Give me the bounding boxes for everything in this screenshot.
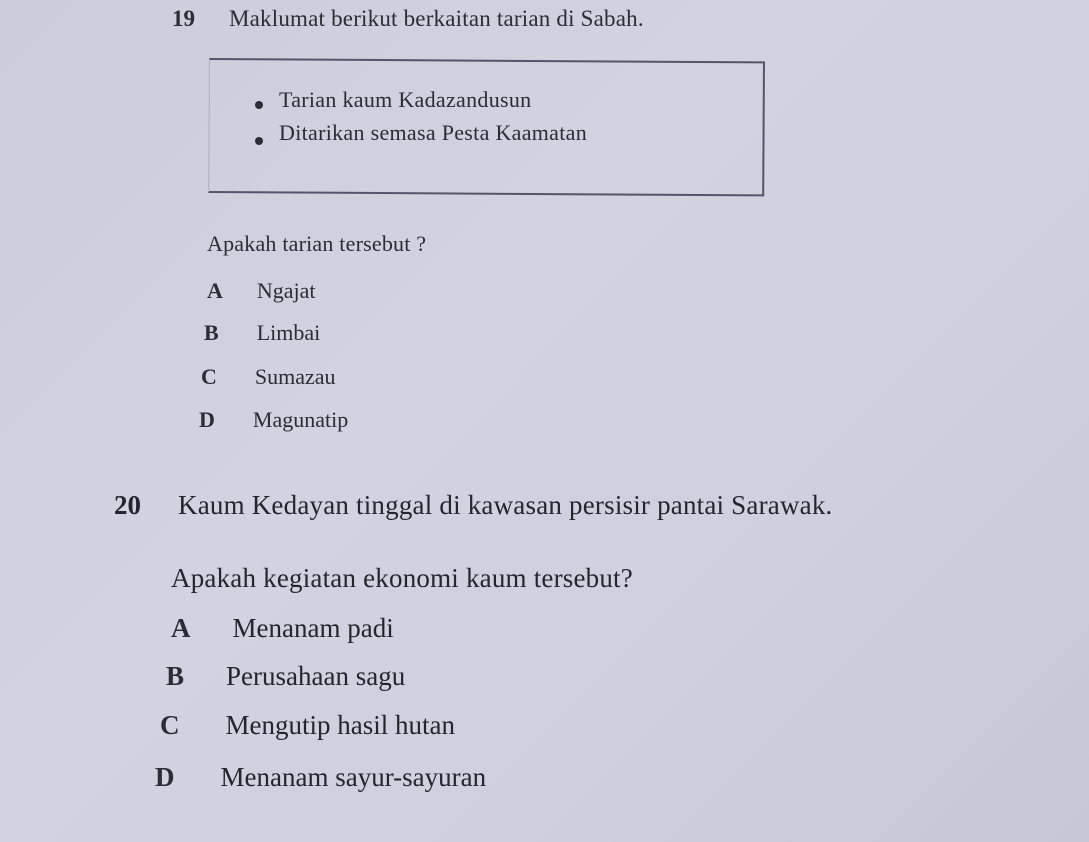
option-letter: A	[171, 613, 191, 643]
q19-option-d[interactable]	[199, 407, 348, 433]
option-letter: D	[155, 762, 175, 792]
q20-option-a[interactable]	[171, 613, 394, 644]
q20-option-c[interactable]	[160, 710, 455, 741]
q20-option-d[interactable]	[155, 762, 486, 793]
option-text: Perusahaan sagu	[226, 661, 406, 691]
option-letter: B	[166, 661, 185, 691]
option-letter: B	[204, 320, 219, 345]
question-19-prompt: Apakah tarian tersebut ?	[207, 231, 427, 256]
option-letter: A	[207, 278, 223, 303]
option-text: Menanam padi	[232, 613, 394, 643]
question-19-stem: Maklumat berikut berkaitan tarian di Sabah.	[229, 6, 644, 31]
option-text: Sumazau	[254, 364, 336, 389]
bullet-icon	[255, 101, 263, 109]
option-text: Ngajat	[256, 278, 316, 303]
info-item-2: Ditarikan semasa Pesta Kaamatan	[279, 120, 588, 145]
question-20-stem: Kaum Kedayan tinggal di kawasan persisir pantai Sarawak.	[178, 490, 833, 520]
question-20-prompt: Apakah kegiatan ekonomi kaum tersebut?	[171, 563, 633, 593]
q19-option-c[interactable]	[201, 364, 336, 390]
question-20-number: 20	[114, 490, 141, 520]
q19-option-a[interactable]	[207, 278, 316, 304]
option-letter: C	[160, 710, 180, 740]
info-item-1: Tarian kaum Kadazandusun	[279, 87, 532, 112]
option-text: Menanam sayur-sayuran	[220, 762, 487, 792]
option-text: Limbai	[256, 320, 321, 345]
question-19-number: 19	[172, 6, 195, 31]
bullet-icon	[255, 137, 263, 145]
option-letter: D	[199, 407, 215, 432]
q19-option-b[interactable]	[204, 320, 320, 346]
option-text: Mengutip hasil hutan	[225, 710, 455, 740]
option-text: Magunatip	[252, 407, 349, 432]
option-letter: C	[201, 364, 217, 389]
q20-option-b[interactable]	[166, 661, 405, 692]
